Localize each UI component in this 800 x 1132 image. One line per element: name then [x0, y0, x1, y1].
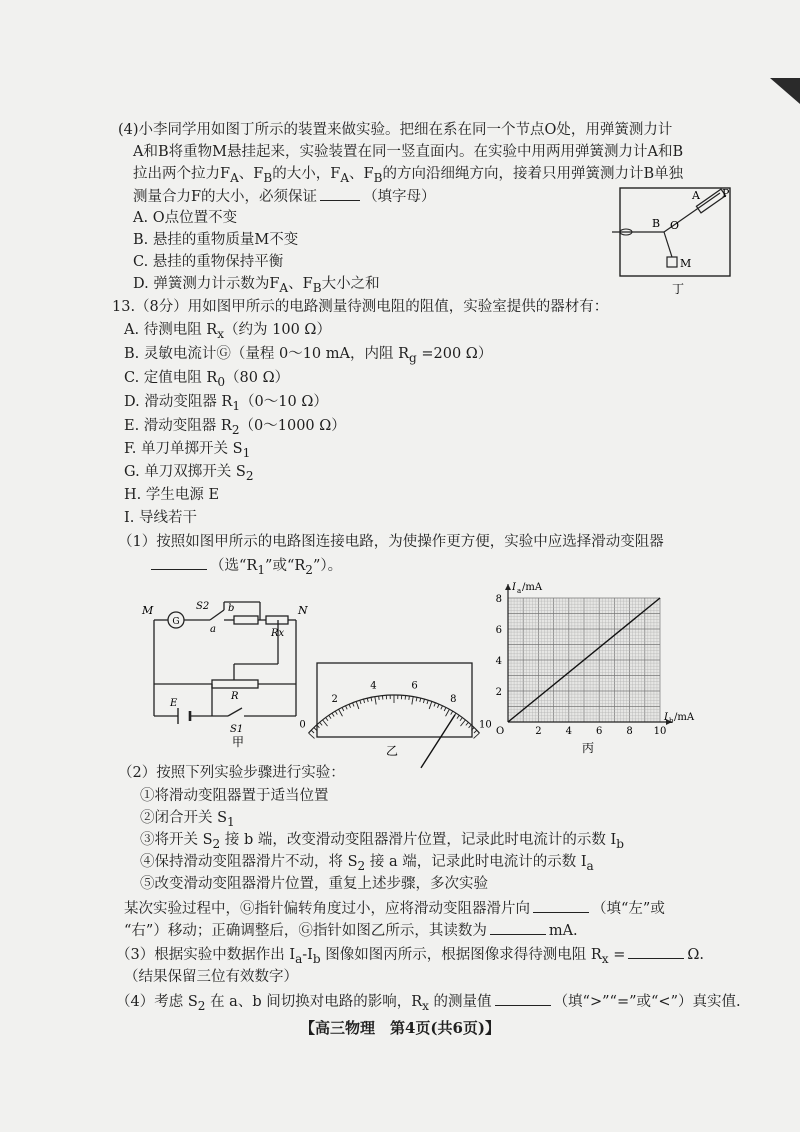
switch-s1-blade [228, 708, 242, 716]
meter-tick [349, 704, 351, 708]
q13-part1-line1: （1）按照如图甲所示的电路图连接电路，为使操作更方便，实验中应选择滑动变阻器 [118, 534, 664, 550]
figure-bing-label: 丙 [581, 741, 595, 755]
y-axis-label: I [512, 582, 516, 593]
item-h: H. 学生电源 E [124, 487, 220, 503]
meter-tick [309, 733, 315, 738]
step-2: ②闭合开关 $S_1$ [140, 810, 235, 829]
item-g: G. 单刀双掷开关 $S_2$ [124, 464, 254, 483]
item-b: B. 灵敏电流计Ⓖ（量程 0～10 mA，内阻 $R_g =200$ Ω） [124, 346, 493, 365]
meter-tick [353, 703, 354, 707]
meter-tick [429, 701, 432, 709]
figure-ding [612, 185, 737, 300]
meter-tick [371, 697, 372, 701]
step-4: ④保持滑动变阻器滑片不动，将 $S_2$ 接 a 端，记录此时电流计的示数 $I_a$ [140, 854, 594, 873]
y-axis-unit: /mA [522, 582, 543, 593]
meter-tick-label: 10 [479, 719, 492, 731]
meter-tick-label: 4 [370, 680, 377, 692]
graph-bing [486, 576, 695, 756]
step-3: ③将开关 $S_2$ 接 b 端，改变滑动变阻器滑片位置，记录此时电流计的示数 $I_b$ [140, 832, 624, 851]
item-i: I. 导线若干 [124, 510, 197, 526]
q12-4-line2: A和B将重物M悬挂起来，实验装置在同一竖直面内。在实验中用两用弹簧测力计A和B [133, 144, 684, 160]
y-axis-arrow [505, 584, 511, 590]
meter-tick [360, 700, 361, 704]
x-axis-label: I [664, 712, 668, 723]
x-axis-sub: b [669, 717, 674, 725]
meter-face [317, 663, 472, 737]
answer-blank[interactable] [495, 991, 551, 1006]
meter-tick [367, 698, 368, 702]
x-tick-label: 8 [626, 726, 633, 737]
q13-stem: 13.（8分）用如图甲所示的电路测量待测电阻的阻值，实验室提供的器材有： [112, 299, 609, 315]
y-tick-label: 8 [495, 594, 502, 605]
label-a-terminal: a [210, 624, 216, 635]
meter-tick [420, 698, 421, 702]
label-m: M [680, 257, 692, 270]
meter-tick [335, 711, 337, 714]
x-tick-label: 6 [596, 726, 603, 737]
meter-tick [409, 696, 410, 700]
galvanometer-letter: G [172, 617, 180, 627]
label-b: B [652, 217, 661, 230]
q13-part2-title: （2）按照下列实验步骤进行实验： [118, 765, 345, 781]
meter-tick-label: 2 [331, 694, 338, 706]
step-5: ⑤改变滑动变阻器滑片位置，重复上述步骤，多次实验 [140, 876, 488, 892]
q12-4-line4: 测量合力F的大小，必须保证 （填字母） [133, 186, 436, 207]
meter-tick [474, 730, 477, 733]
meter-tick [379, 696, 380, 700]
x-tick-label: 2 [535, 726, 542, 737]
y-tick-label: 6 [495, 625, 502, 636]
answer-blank[interactable] [490, 920, 546, 935]
meter-tick [441, 706, 443, 710]
circuit-jia [138, 598, 308, 748]
meter-tick [416, 697, 417, 701]
q13-part3-line1: （3）根据实验中数据作出 $I_a-I_b$ 图像如图丙所示，根据图像求得待测电阻 $R_x = \Omega$. [116, 944, 704, 969]
label-rx: Rx [271, 628, 285, 639]
page-corner-mark [770, 78, 800, 104]
meter-tick-label: 0 [299, 719, 306, 731]
meter-tick [364, 699, 365, 703]
figure-ding-label: 丁 [672, 282, 685, 296]
y-tick-label: 4 [495, 656, 502, 667]
answer-blank[interactable] [320, 186, 360, 201]
label-o: O [670, 219, 680, 232]
q12-4-line1: (4)小李同学用如图丁所示的装置来做实验。把细在系在同一个节点O处，用弹簧测力计 [118, 122, 673, 138]
label-n-node: N [298, 604, 308, 617]
switch-s2-blade [210, 610, 224, 620]
meter-tick-label: 8 [450, 694, 457, 706]
meter-tick [460, 720, 465, 726]
y-tick-label: 2 [495, 687, 502, 698]
label-a: A [692, 189, 700, 202]
meter-tick [356, 701, 359, 709]
origin-label: O [496, 726, 505, 737]
y-axis-sub: a [517, 587, 522, 595]
string-m [664, 232, 672, 257]
weight-m [667, 257, 677, 267]
figure-jia-label: 甲 [232, 735, 245, 749]
label-e: E [170, 698, 178, 709]
item-d: D. 滑动变阻器 $R_1(0\sim 10$ Ω） [124, 394, 328, 413]
answer-blank[interactable] [628, 944, 684, 959]
meter-tick [444, 707, 446, 711]
x-tick-label: 4 [565, 726, 572, 737]
q13-part2-line6: 某次实验过程中，Ⓖ指针偏转角度过小，应将滑动变阻器滑片向 （填“左”或 [124, 898, 665, 919]
label-m-node: M [142, 604, 154, 617]
meter-tick [446, 709, 450, 716]
label-s2: S2 [196, 601, 210, 612]
meter-tick [457, 715, 459, 718]
resistor-r0 [234, 616, 258, 624]
q13-part2-line7: “右”）移动；正确调整后，Ⓖ指针如图乙所示，其读数为 mA. [124, 920, 578, 941]
answer-blank[interactable] [533, 898, 589, 913]
label-s1: S1 [230, 724, 244, 735]
meter-yi [299, 660, 492, 760]
label-r: R [231, 691, 239, 702]
meter-tick [466, 722, 469, 725]
q12-option-c: C. 悬挂的重物保持平衡 [133, 254, 284, 270]
q13-part3-line2: （结果保留三位有效数字） [124, 969, 298, 985]
meter-tick [427, 700, 428, 704]
label-p: P [722, 187, 730, 200]
meter-tick [474, 733, 480, 738]
meter-tick-label: 6 [411, 680, 418, 692]
item-f: F. 单刀单掷开关 $S_1$ [124, 441, 251, 460]
label-b-terminal: b [228, 603, 235, 614]
figure-yi-label: 乙 [385, 744, 399, 758]
q13-part1-line2: （选“$R_1$”或“$R_2$”）。 [148, 555, 342, 580]
meter-tick [311, 730, 314, 733]
x-tick-label: 10 [653, 726, 667, 737]
meter-tick [434, 703, 435, 707]
answer-blank[interactable] [151, 555, 207, 570]
meter-tick [342, 707, 344, 711]
q12-option-a: A. O点位置不变 [133, 210, 238, 226]
step-1: ①将滑动变阻器置于适当位置 [140, 788, 329, 804]
meter-tick [345, 706, 347, 710]
meter-tick [437, 704, 439, 708]
meter-tick [412, 697, 413, 705]
item-e: E. 滑动变阻器 $R_2(0\sim 1000$ Ω） [124, 418, 346, 437]
q12-option-d: D. 弹簧测力计示数为$F_A$、$F_B$大小之和 [133, 276, 380, 295]
q12-4-line3: 拉出两个拉力$F_A$、$F_B$的大小，$F_A$、$F_B$的方向沿细绳方向，接着只用弹簧测力计B单独 [133, 166, 684, 185]
meter-tick [451, 711, 453, 714]
item-c: C. 定值电阻 $R_0(80$ Ω） [124, 370, 290, 389]
x-axis-unit: /mA [674, 712, 695, 723]
meter-tick [326, 718, 328, 721]
page-footer: 【高三物理 第4页(共6页)】 [299, 1019, 501, 1037]
meter-tick [329, 715, 331, 718]
meter-tick [323, 720, 328, 726]
rheostat-r [212, 680, 258, 688]
q12-option-b: B. 悬挂的重物质量M不变 [133, 232, 299, 248]
q13-part4: （4）考虑 $S_2$ 在 a、b 间切换对电路的影响，$R_x$ 的测量值 （填“>”“=”或“<”）真实值. [116, 991, 741, 1016]
meter-tick [320, 722, 323, 725]
meter-tick [460, 718, 462, 721]
resistor-rx [266, 616, 288, 624]
meter-tick [423, 699, 424, 703]
meter-tick [332, 713, 334, 716]
meter-tick [314, 727, 317, 730]
meter-tick [469, 725, 472, 728]
meter-needle [421, 715, 455, 768]
meter-tick [375, 697, 376, 705]
meter-tick [339, 709, 343, 716]
item-a: A. 待测电阻 $R_x$（约为 100 Ω） [124, 322, 331, 341]
